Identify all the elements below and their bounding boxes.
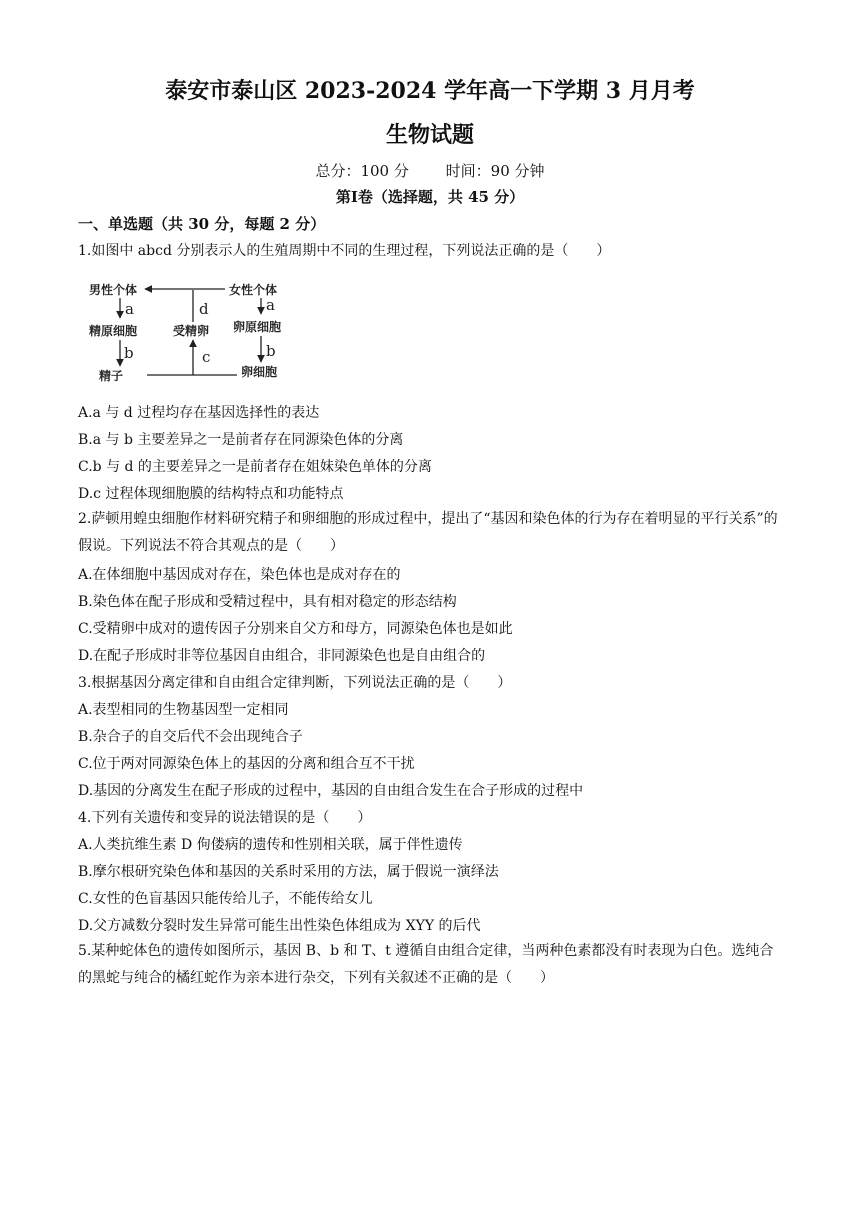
q2-option-d: D.在配子形成时非等位基因自由组合，非同源染色也是自由组合的: [78, 648, 486, 664]
exam-subtitle: 生物试题: [385, 122, 474, 148]
volume-heading: 第Ⅰ卷（选择题，共 45 分）: [335, 188, 525, 206]
label-d: d: [199, 300, 209, 318]
node-female: 女性个体: [229, 283, 278, 297]
question-4-stem: 4.下列有关遗传和变异的说法错误的是（ ）: [78, 810, 372, 826]
q2-option-a: A.在体细胞中基因成对存在，染色体也是成对存在的: [78, 567, 401, 583]
q4-option-a: A.人类抗维生素 D 佝偻病的遗传和性别相关联，属于伴性遗传: [78, 837, 463, 853]
node-sperm: 精子: [99, 369, 124, 383]
q4-option-b: B.摩尔根研究染色体和基因的关系时采用的方法，属于假说一演绎法: [78, 864, 499, 880]
q2-option-b: B.染色体在配子形成和受精过程中，具有相对稳定的形态结构: [78, 594, 457, 610]
q3-option-a: A.表型相同的生物基因型一定相同: [78, 702, 289, 718]
label-c: c: [202, 348, 211, 366]
reproduction-cycle-diagram: [85, 276, 305, 388]
q1-option-a: A.a 与 d 过程均存在基因选择性的表达: [78, 405, 320, 421]
node-oogonium: 卵原细胞: [233, 320, 282, 334]
q2-option-c: C.受精卵中成对的遗传因子分别来自父方和母方，同源染色体也是如此: [78, 621, 513, 637]
q3-option-c: C.位于两对同源染色体上的基因的分离和组合互不干扰: [78, 756, 415, 772]
exam-meta: [0, 160, 860, 181]
label-a-right: a: [266, 296, 275, 314]
section-heading: 一、单选题（共 30 分，每题 2 分）: [78, 215, 326, 233]
q4-option-d: D.父方减数分裂时发生异常可能生出性染色体组成为 XYY 的后代: [78, 918, 481, 934]
q4-option-c: C.女性的色盲基因只能传给儿子，不能传给女儿: [78, 891, 373, 907]
question-3-stem: 3.根据基因分离定律和自由组合定律判断，下列说法正确的是（ ）: [78, 675, 512, 691]
node-zygote: 受精卵: [173, 324, 210, 338]
q1-option-c: C.b 与 d 的主要差异之一是前者存在姐妹染色单体的分离: [78, 459, 432, 475]
exam-title: 泰安市泰山区 2023-2024 学年高一下学期 3 月月考: [165, 78, 695, 104]
question-2-stem: 2.萨顿用蝗虫细胞作材料研究精子和卵细胞的形成过程中，提出了“基因和染色体的行为存在着明显的平行关系”的假说。下列说法不符合其观点的是（ ）: [78, 511, 778, 554]
node-spermatogonium: 精原细胞: [89, 324, 138, 338]
q1-option-d: D.c 过程体现细胞膜的结构特点和功能特点: [78, 486, 344, 502]
label-a-left: a: [125, 300, 134, 318]
q3-option-d: D.基因的分离发生在配子形成的过程中，基因的自由组合发生在合子形成的过程中: [78, 783, 584, 799]
exam-time: 时间：90 分钟: [445, 162, 545, 180]
label-b-left: b: [124, 344, 134, 362]
node-male: 男性个体: [89, 283, 138, 297]
question-1-stem: 1.如图中 abcd 分别表示人的生殖周期中不同的生理过程，下列说法正确的是（ ）: [78, 243, 611, 259]
label-b-right: b: [266, 342, 276, 360]
node-egg: 卵细胞: [241, 365, 278, 379]
total-score: 总分：100 分: [315, 162, 409, 180]
question-5-stem: 5.某种蛇体色的遗传如图所示，基因 B、b 和 T、t 遵循自由组合定律，当两种色素都没有时表现为白色。选纯合的黑蛇与纯合的橘红蛇作为亲本进行杂交，下列有关叙述不正确的是（ ）: [78, 943, 774, 986]
q3-option-b: B.杂合子的自交后代不会出现纯合子: [78, 729, 303, 745]
q1-option-b: B.a 与 b 主要差异之一是前者存在同源染色体的分离: [78, 432, 404, 448]
